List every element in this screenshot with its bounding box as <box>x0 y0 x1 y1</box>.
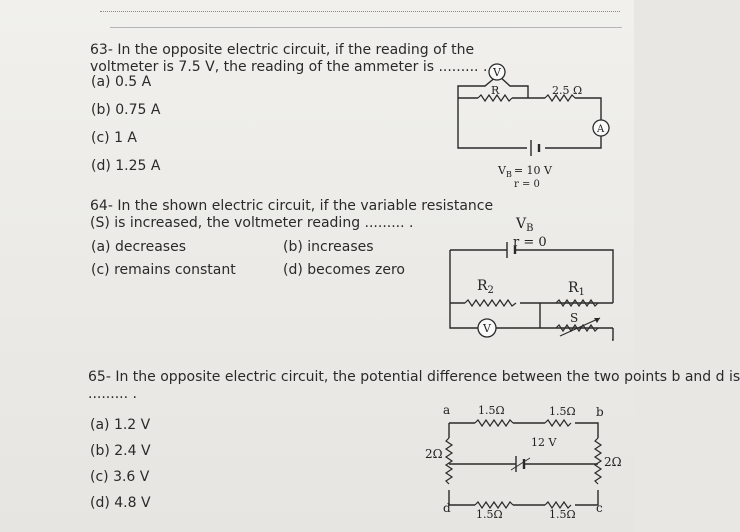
q65-resistor-left <box>446 438 452 484</box>
q64-option-d[interactable]: (d) becomes zero <box>283 262 405 278</box>
q63-text-line2: voltmeter is 7.5 V, the reading of the ammeter is ......... . <box>90 59 488 75</box>
q63-label-2-5: 2.5 Ω <box>552 84 583 97</box>
q65-label-bottom-right: 1.5Ω <box>549 508 576 521</box>
q65-label-a: a <box>443 403 451 417</box>
q64-label-vb: $V_B$ <box>516 216 534 234</box>
q63-label-r: R <box>491 84 500 97</box>
q64-text-line1: 64- In the shown electric circuit, if the variable resistance <box>90 198 494 214</box>
q63-voltmeter-letter: V <box>493 66 501 79</box>
q65-option-c[interactable]: (c) 3.6 V <box>90 469 150 485</box>
q63-ammeter-letter: A <box>597 124 605 135</box>
q65-resistor-top-left <box>475 420 513 426</box>
q65-option-a[interactable]: (a) 1.2 V <box>90 417 151 433</box>
q65-option-b[interactable]: (b) 2.4 V <box>90 443 151 459</box>
q64-text-line2: (S) is increased, the voltmeter reading ......... . <box>90 215 414 231</box>
q63-option-d[interactable]: (d) 1.25 A <box>91 158 161 174</box>
q65-resistor-top-right <box>545 420 571 426</box>
q65-label-c: c <box>596 501 603 515</box>
q65-label-bottom-left: 1.5Ω <box>476 508 503 521</box>
q63-label-r0: r = 0 <box>514 179 540 190</box>
q63-label-vb: $V_B = 10$ V <box>498 164 552 179</box>
q64-option-a[interactable]: (a) decreases <box>91 239 186 255</box>
q65-label-battery: 12 V <box>531 436 557 449</box>
q63-option-a[interactable]: (a) 0.5 A <box>91 74 152 90</box>
q63-option-b[interactable]: (b) 0.75 A <box>91 102 161 118</box>
q63-text-line1: 63- In the opposite electric circuit, if the reading of the <box>90 42 475 58</box>
q65-text-line1: 65- In the opposite electric circuit, the potential difference between the two points b and d is <box>88 369 740 385</box>
q63-option-c[interactable]: (c) 1 A <box>91 130 138 146</box>
q64-option-c[interactable]: (c) remains constant <box>91 262 236 278</box>
q65-label-top-left: 1.5Ω <box>478 404 505 417</box>
q65-label-d: d <box>443 501 451 515</box>
q65-text-line2: ......... . <box>88 386 137 402</box>
q65-option-d[interactable]: (d) 4.8 V <box>90 495 151 511</box>
q65-label-left: 2Ω <box>425 447 443 461</box>
q65-label-top-right: 1.5Ω <box>549 405 576 418</box>
q65-label-right: 2Ω <box>604 455 622 469</box>
q65-resistor-right <box>595 438 601 484</box>
q64-label-r1: $R_1$ <box>568 280 585 298</box>
q64-voltmeter-letter: V <box>483 322 491 335</box>
q64-label-r0: r = 0 <box>513 235 547 250</box>
q64-option-b[interactable]: (b) increases <box>283 239 374 255</box>
q64-label-r2: $R_2$ <box>477 278 494 296</box>
q65-label-b: b <box>596 405 604 419</box>
q64-label-s: S <box>570 311 579 325</box>
